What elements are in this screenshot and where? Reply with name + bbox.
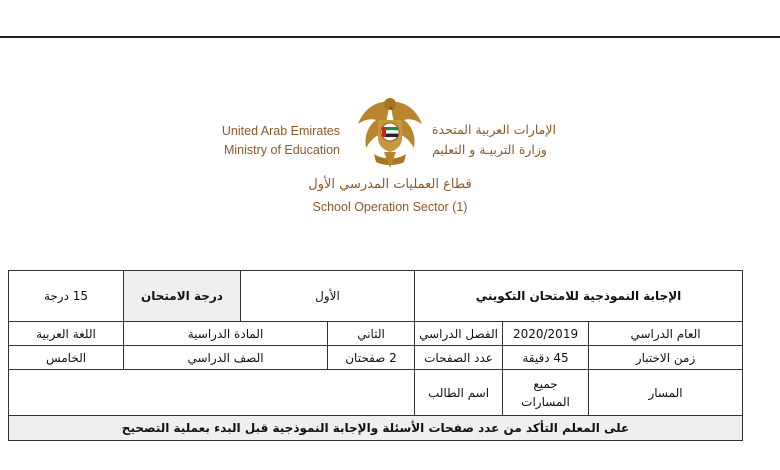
table-row (9, 271, 743, 322)
track-value-line2: المسارات (521, 394, 570, 409)
semester-label: الفصل الدراسي (415, 322, 503, 346)
class-label: الصف الدراسي (124, 346, 328, 370)
header-english (214, 122, 340, 160)
time-label: زمن الاختبار (589, 346, 743, 370)
grade-value: 15 درجة (9, 271, 124, 322)
class-value: الخامس (9, 346, 124, 370)
table-row (9, 346, 743, 370)
sector-name-ar: قطاع العمليات المدرسي الأول (308, 177, 472, 192)
ministry-name-en: Ministry of Education (223, 143, 340, 157)
table-row (9, 416, 743, 441)
track-value-line1: جميع (533, 376, 558, 391)
semester-value: الثاني (328, 322, 415, 346)
teacher-note: على المعلم التأكد من عدد صفحات الأسئلة والإجابة النموذجية قبل البدء بعملية التصحيح (9, 416, 743, 441)
top-rule (0, 36, 780, 38)
exam-title: الإجابة النموذجية للامتحان التكويني (415, 271, 743, 322)
student-label: اسم الطالب (415, 370, 503, 416)
exam-info-table (8, 270, 743, 441)
student-name-field[interactable] (9, 370, 415, 416)
header-arabic (432, 120, 564, 160)
table-row (9, 370, 743, 416)
track-value (503, 370, 589, 416)
grade-label: درجة الامتحان (124, 271, 241, 322)
subject-label: المادة الدراسية (124, 322, 328, 346)
track-label: المسار (589, 370, 743, 416)
subject-value: اللغة العربية (9, 322, 124, 346)
term-value: الأول (241, 271, 415, 322)
table-row (9, 322, 743, 346)
sector-name-en: School Operation Sector (1) (312, 200, 468, 214)
uae-falcon-emblem-icon (354, 94, 426, 170)
pages-label: عدد الصفحات (415, 346, 503, 370)
country-name-en: United Arab Emirates (221, 124, 340, 138)
year-value: 2020/2019 (503, 322, 589, 346)
country-name-ar: الإمارات العربية المتحدة (432, 122, 556, 137)
year-label: العام الدراسي (589, 322, 743, 346)
ministry-name-ar: وزارة التربيـة و التعليم (432, 142, 547, 157)
pages-value: 2 صفحتان (328, 346, 415, 370)
time-value: 45 دقيقة (503, 346, 589, 370)
